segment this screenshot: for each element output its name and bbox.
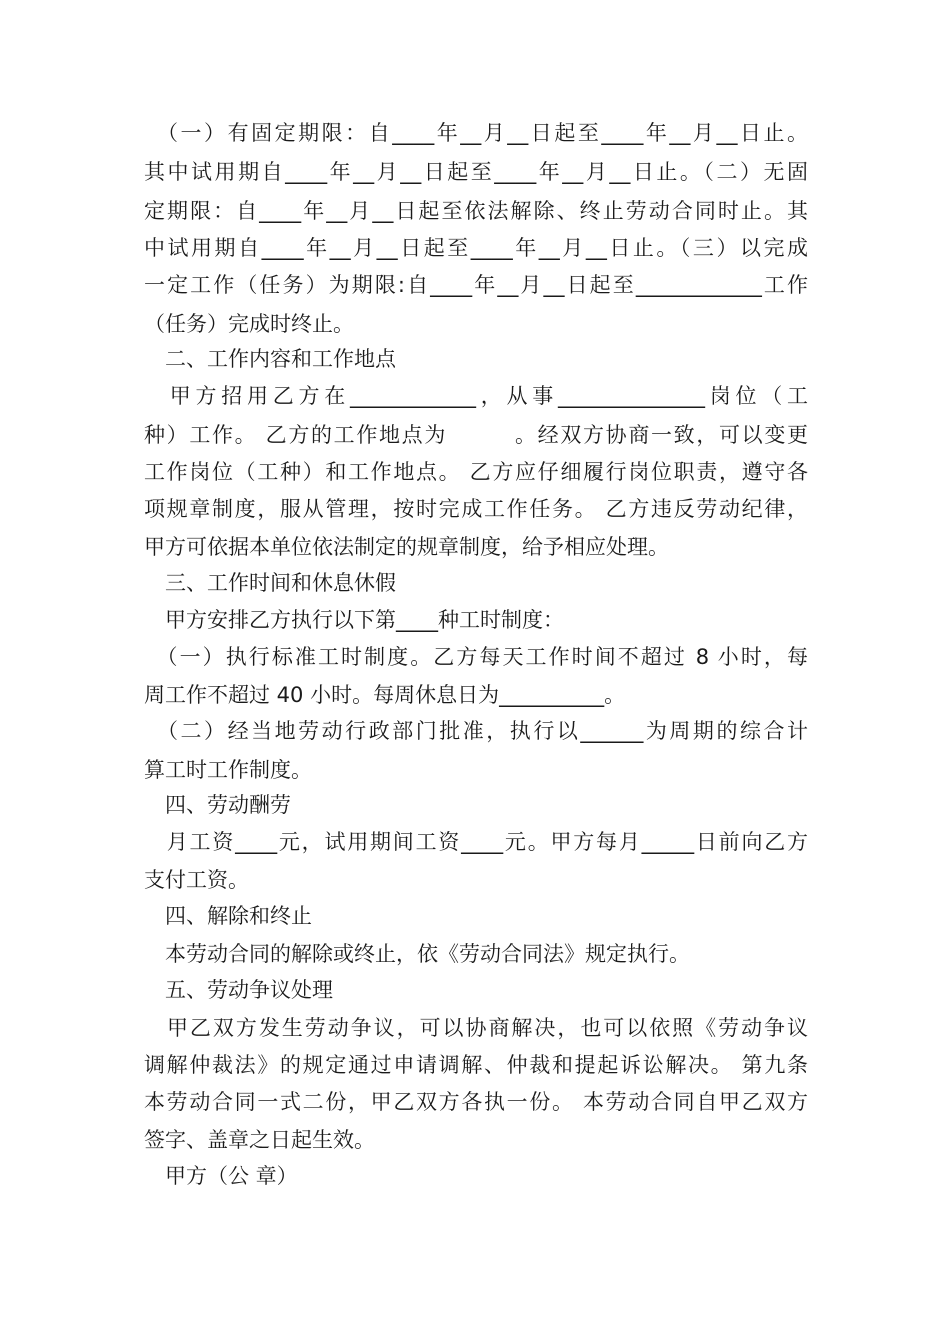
text-line: （二）经当地劳动行政部门批准，执行以______为周期的综合计 xyxy=(144,719,808,743)
text-line: 调解仲裁法》的规定通过申请调解、仲裁和提起诉讼解决。 第九条 xyxy=(144,1053,808,1077)
section-heading: 五、劳动争议处理 xyxy=(144,978,333,1002)
text-line: 甲乙双方发生劳动争议，可以协商解决，也可以依照《劳动争议 xyxy=(144,1016,808,1040)
text-line: 本劳动合同的解除或终止，依《劳动合同法》规定执行。 xyxy=(144,942,690,966)
text-line: 周工作不超过 40 小时。每周休息日为__________。 xyxy=(144,683,626,707)
text-line: （一）有固定期限：自____年__月__日起至____年__月__日止。 xyxy=(144,121,808,145)
text-line: 甲方安排乙方执行以下第____种工时制度： xyxy=(144,608,564,632)
text-line: 种）工作。 乙方的工作地点为 。经双方协商一致，可以变更 xyxy=(144,423,808,447)
text-line: 本劳动合同一式二份，甲乙双方各执一份。 本劳动合同自甲乙双方 xyxy=(144,1090,808,1114)
text-line: 签字、盖章之日起生效。 xyxy=(144,1128,375,1152)
text-line: （任务）完成时终止。 xyxy=(144,312,354,336)
text-line: 算工时工作制度。 xyxy=(144,758,312,782)
text-line: 项规章制度，服从管理，按时完成工作任务。 乙方违反劳动纪律， xyxy=(144,497,808,521)
text-line: （一）执行标准工时制度。乙方每天工作时间不超过 8 小时，每 xyxy=(144,645,808,669)
section-heading: 三、工作时间和休息休假 xyxy=(144,571,396,595)
signature-label: 甲方（公 章） xyxy=(144,1164,298,1188)
text-line: 其中试用期自____年__月__日起至____年__月__日止。（二）无固 xyxy=(144,160,808,184)
text-line: 定期限：自____年__月__日起至依法解除、终止劳动合同时止。其 xyxy=(144,199,808,223)
section-heading: 二、工作内容和工作地点 xyxy=(144,347,396,371)
text-line: 月工资____元，试用期间工资____元。甲方每月_____日前向乙方 xyxy=(144,830,808,854)
section-heading: 四、解除和终止 xyxy=(144,904,312,928)
text-line: 工作岗位（工种）和工作地点。 乙方应仔细履行岗位职责，遵守各 xyxy=(144,460,808,484)
text-line: 甲方可依据本单位依法制定的规章制度，给予相应处理。 xyxy=(144,535,669,559)
text-line: 一定工作（任务）为期限:自____年__月__日起至____________工作 xyxy=(144,273,808,297)
text-line: 中试用期自____年__月__日起至____年__月__日止。（三）以完成 xyxy=(144,236,808,260)
text-line: 甲方招用乙方在____________，从事______________岗位（工 xyxy=(144,384,808,408)
text-line: 支付工资。 xyxy=(144,868,249,892)
section-heading: 四、劳动酬劳 xyxy=(144,793,291,817)
